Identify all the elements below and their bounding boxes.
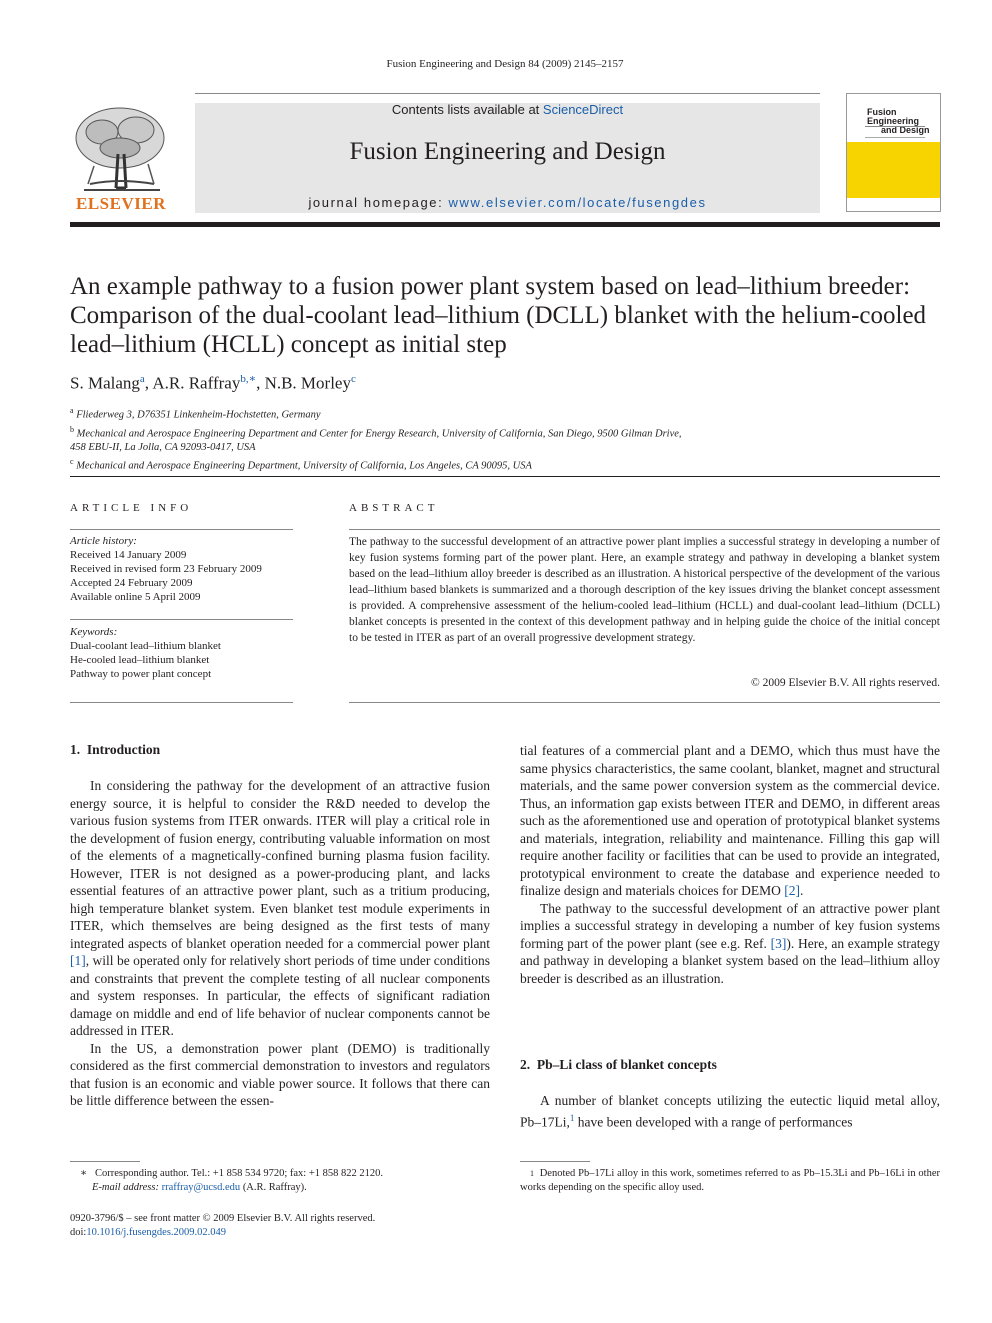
header-heavy-rule: [70, 222, 940, 227]
footnote-mark[interactable]: 1: [569, 1112, 575, 1123]
elsevier-tree-icon: [70, 104, 172, 196]
footnote-1: $^1$ Denoted Pb–17Li alloy in this work, sometimes referred to as Pb–15.3Li and Pb–16Li in other works depending on the specific alloy used.: [520, 1168, 940, 1193]
journal-title: Fusion Engineering and Design: [349, 138, 666, 165]
homepage-prefix: journal homepage:: [308, 195, 449, 210]
body-column-right-sec2: [520, 1092, 940, 1131]
history-item: Received 14 January 2009: [70, 549, 187, 561]
email-link[interactable]: rraffray@ucsd.edu: [161, 1182, 241, 1193]
author-affil-mark[interactable]: a: [139, 373, 145, 385]
keyword-item: Dual-coolant lead–lithium blanket: [70, 640, 221, 652]
issn-and-doi: 0920-3796/$ – see front matter © 2009 Elsevier B.V. All rights reserved. doi:10.1016/j.fusengdes.2009.02.049: [70, 1212, 490, 1240]
author-list: S. Malang$^a$, A.R. Raffray$^{b,∗}$, N.B. Morley$^c$: [70, 373, 356, 393]
author-name: A.R. Raffray: [152, 373, 241, 393]
affiliation-line: $^c$ Mechanical and Aerospace Engineering Department, University of California, Los Angeles, CA 90095, USA: [70, 457, 532, 472]
cover-title-line1: Fusion Engineering: [867, 107, 920, 126]
citation-link[interactable]: [2]: [784, 883, 801, 898]
contents-availability: [195, 102, 820, 117]
doi-link[interactable]: 10.1016/j.fusengdes.2009.02.049: [86, 1227, 227, 1238]
running-head: Fusion Engineering and Design 84 (2009) 2145–2157: [386, 58, 624, 70]
keywords: [70, 625, 300, 681]
sciencedirect-link[interactable]: ScienceDirect: [542, 102, 624, 117]
contents-prefix: Contents lists available at: [391, 102, 543, 117]
section-heading-introduction: 1. Introduction: [70, 742, 161, 757]
abstract-copyright: © 2009 Elsevier B.V. All rights reserved.: [751, 677, 940, 689]
history-label: Article history:: [70, 535, 137, 547]
article-title: An example pathway to a fusion power plant system based on lead–lithium breeder: Comparison of the dual-coolant lead–lithium (DCLL) blanket with the helium-cooled lead–lithium (HCLL) concept as initial step: [70, 273, 927, 358]
history-item: Received in revised form 23 February 2009: [70, 563, 262, 575]
footnote-rule-right: [520, 1161, 590, 1162]
article-history: [70, 534, 300, 604]
author-affil-mark[interactable]: c: [350, 373, 356, 385]
keywords-rule: [70, 619, 293, 620]
paragraph: tial features of a commercial plant and a DEMO, which thus must have the same physics characteristics, the same coolant, blanket, magnet and structural materials, and the same power conversion system as the commercial device. Thus, an information gap exists between ITER and DEMO, in different areas such as the aforementioned use and operation of prototypical blanket systems and materials, integration, reliability and maintenance. Filling this gap will require another facility or facilities that can be used to provide an integrated, prototypical environment to create the database and experience needed to finalize design and materials choices for DEMO [2].: [520, 743, 940, 898]
keywords-label: Keywords:: [70, 626, 118, 638]
body-column-right: [520, 742, 940, 987]
author-name: N.B. Morley: [264, 373, 351, 393]
keyword-item: Pathway to power plant concept: [70, 668, 212, 680]
paragraph: A number of blanket concepts utilizing the eutectic liquid metal alloy, Pb–17Li,$^1$ have been developed with a range of performances: [520, 1093, 940, 1129]
body-column-left: [70, 777, 490, 1110]
journal-homepage: [195, 195, 820, 210]
footnote-rule-left: [70, 1161, 140, 1162]
abstract-text: The pathway to the successful development of an attractive power plant implies a successful strategy in developing a number of key fusion systems forming part of the power plant. Here, an example strategy and pathway in developing a blanket system based on the lead–lithium alloy breeder is described as an illustration. A historical perspective of the development of the various lead–lithium based blankets is summarized and a thorough description of the key issues driving the blanket concept assessment is provided. A comprehensive assessment of the helium-cooled lead–lithium (HCLL) and dual-coolant lead–lithium (DCLL) blanket concepts is presented in the context of this development pathway and in helping guide the choice of the initial concept to be tested in ITER as part of an overall progressive development strategy.: [349, 536, 940, 644]
article-info-bottom-rule: [70, 702, 293, 703]
history-item: Available online 5 April 2009: [70, 591, 201, 603]
author-name: S. Malang: [70, 373, 140, 393]
elsevier-logo: [70, 104, 172, 214]
paragraph: The pathway to the successful development of an attractive power plant implies a successful strategy in developing a number of key fusion systems forming part of the power plant (see e.g. Ref. [3]). Here, an example strategy and pathway in developing a blanket system based on the lead–lithium alloy breeder is described as an illustration.: [520, 900, 940, 986]
abstract-heading: ABSTRACT: [349, 502, 439, 514]
corresponding-author-note: ∗ Corresponding author. Tel.: +1 858 534 9720; fax: +1 858 822 2120. E-mail address: rraffray@ucsd.edu (A.R. Raffray).: [80, 1168, 383, 1193]
cover-decoration: [865, 126, 925, 138]
cover-title-line2: and Design: [881, 125, 930, 135]
abstract-bottom-rule: [349, 702, 940, 703]
affiliation-line: 458 EBU-II, La Jolla, CA 92093-0417, USA: [70, 442, 256, 453]
footnote-number: 1: [530, 1169, 534, 1178]
affiliation-line: $^b$ Mechanical and Aerospace Engineering Department and Center for Energy Research, University of California, San Diego, 9500 Gilman Drive,: [70, 424, 682, 439]
section-heading-pbli: 2. Pb–Li class of blanket concepts: [520, 1057, 717, 1072]
paragraph: In considering the pathway for the development of an attractive fusion energy source, it is helpful to consider the R&D needed to develop the various fusion systems from ITER onwards. ITER will play a critical role in the development of fusion energy, contributing valuable information on most of the elements of a magnetically-confined burning plasma fusion facility. However, ITER is not designed as a power-producing plant, and lacks essential features of an attractive power plant, such as a tritium producing, high temperature blanket system. Even blanket test module experiments in ITER, which themselves are being designed as the first tests of many integrated aspects of blanket operation needed for a commercial power plant [1], will be operated only for relatively short periods of time under conditions and constraints that prevent the complete testing of all nuclear components and system responses. In particular, the effects of significant radiation damage on middle and end of life behavior of nuclear components cannot be addressed in ITER.: [70, 778, 490, 1038]
issn-line: 0920-3796/$ – see front matter © 2009 Elsevier B.V. All rights reserved.: [70, 1213, 376, 1224]
abstract-rule: [349, 529, 940, 530]
homepage-link[interactable]: www.elsevier.com/locate/fusengdes: [448, 195, 707, 210]
affiliations: [70, 404, 930, 474]
header-rule: [195, 93, 820, 94]
citation-link[interactable]: [1]: [70, 953, 86, 968]
author-affil-mark[interactable]: b,∗: [240, 373, 257, 385]
journal-cover-thumbnail: [846, 93, 941, 212]
history-item: Accepted 24 February 2009: [70, 577, 193, 589]
title-block-rule: [70, 476, 940, 477]
cover-yellow-panel: [847, 142, 940, 198]
article-info-rule: [70, 529, 293, 530]
affiliation-line: $^a$ Fliederweg 3, D76351 Linkenheim-Hochstetten, Germany: [70, 406, 321, 421]
elsevier-wordmark: ELSEVIER: [76, 194, 166, 213]
footnote-mark: ∗: [80, 1168, 88, 1179]
paragraph: In the US, a demonstration power plant (DEMO) is traditionally considered as the first commercial demonstration to investors and regulators that fusion is an economic and viable power source. It follows that there can be little difference between the essen-: [70, 1040, 490, 1108]
keyword-item: He-cooled lead–lithium blanket: [70, 654, 210, 666]
citation-link[interactable]: [3]: [770, 935, 787, 951]
article-info-heading: ARTICLE INFO: [70, 502, 193, 514]
